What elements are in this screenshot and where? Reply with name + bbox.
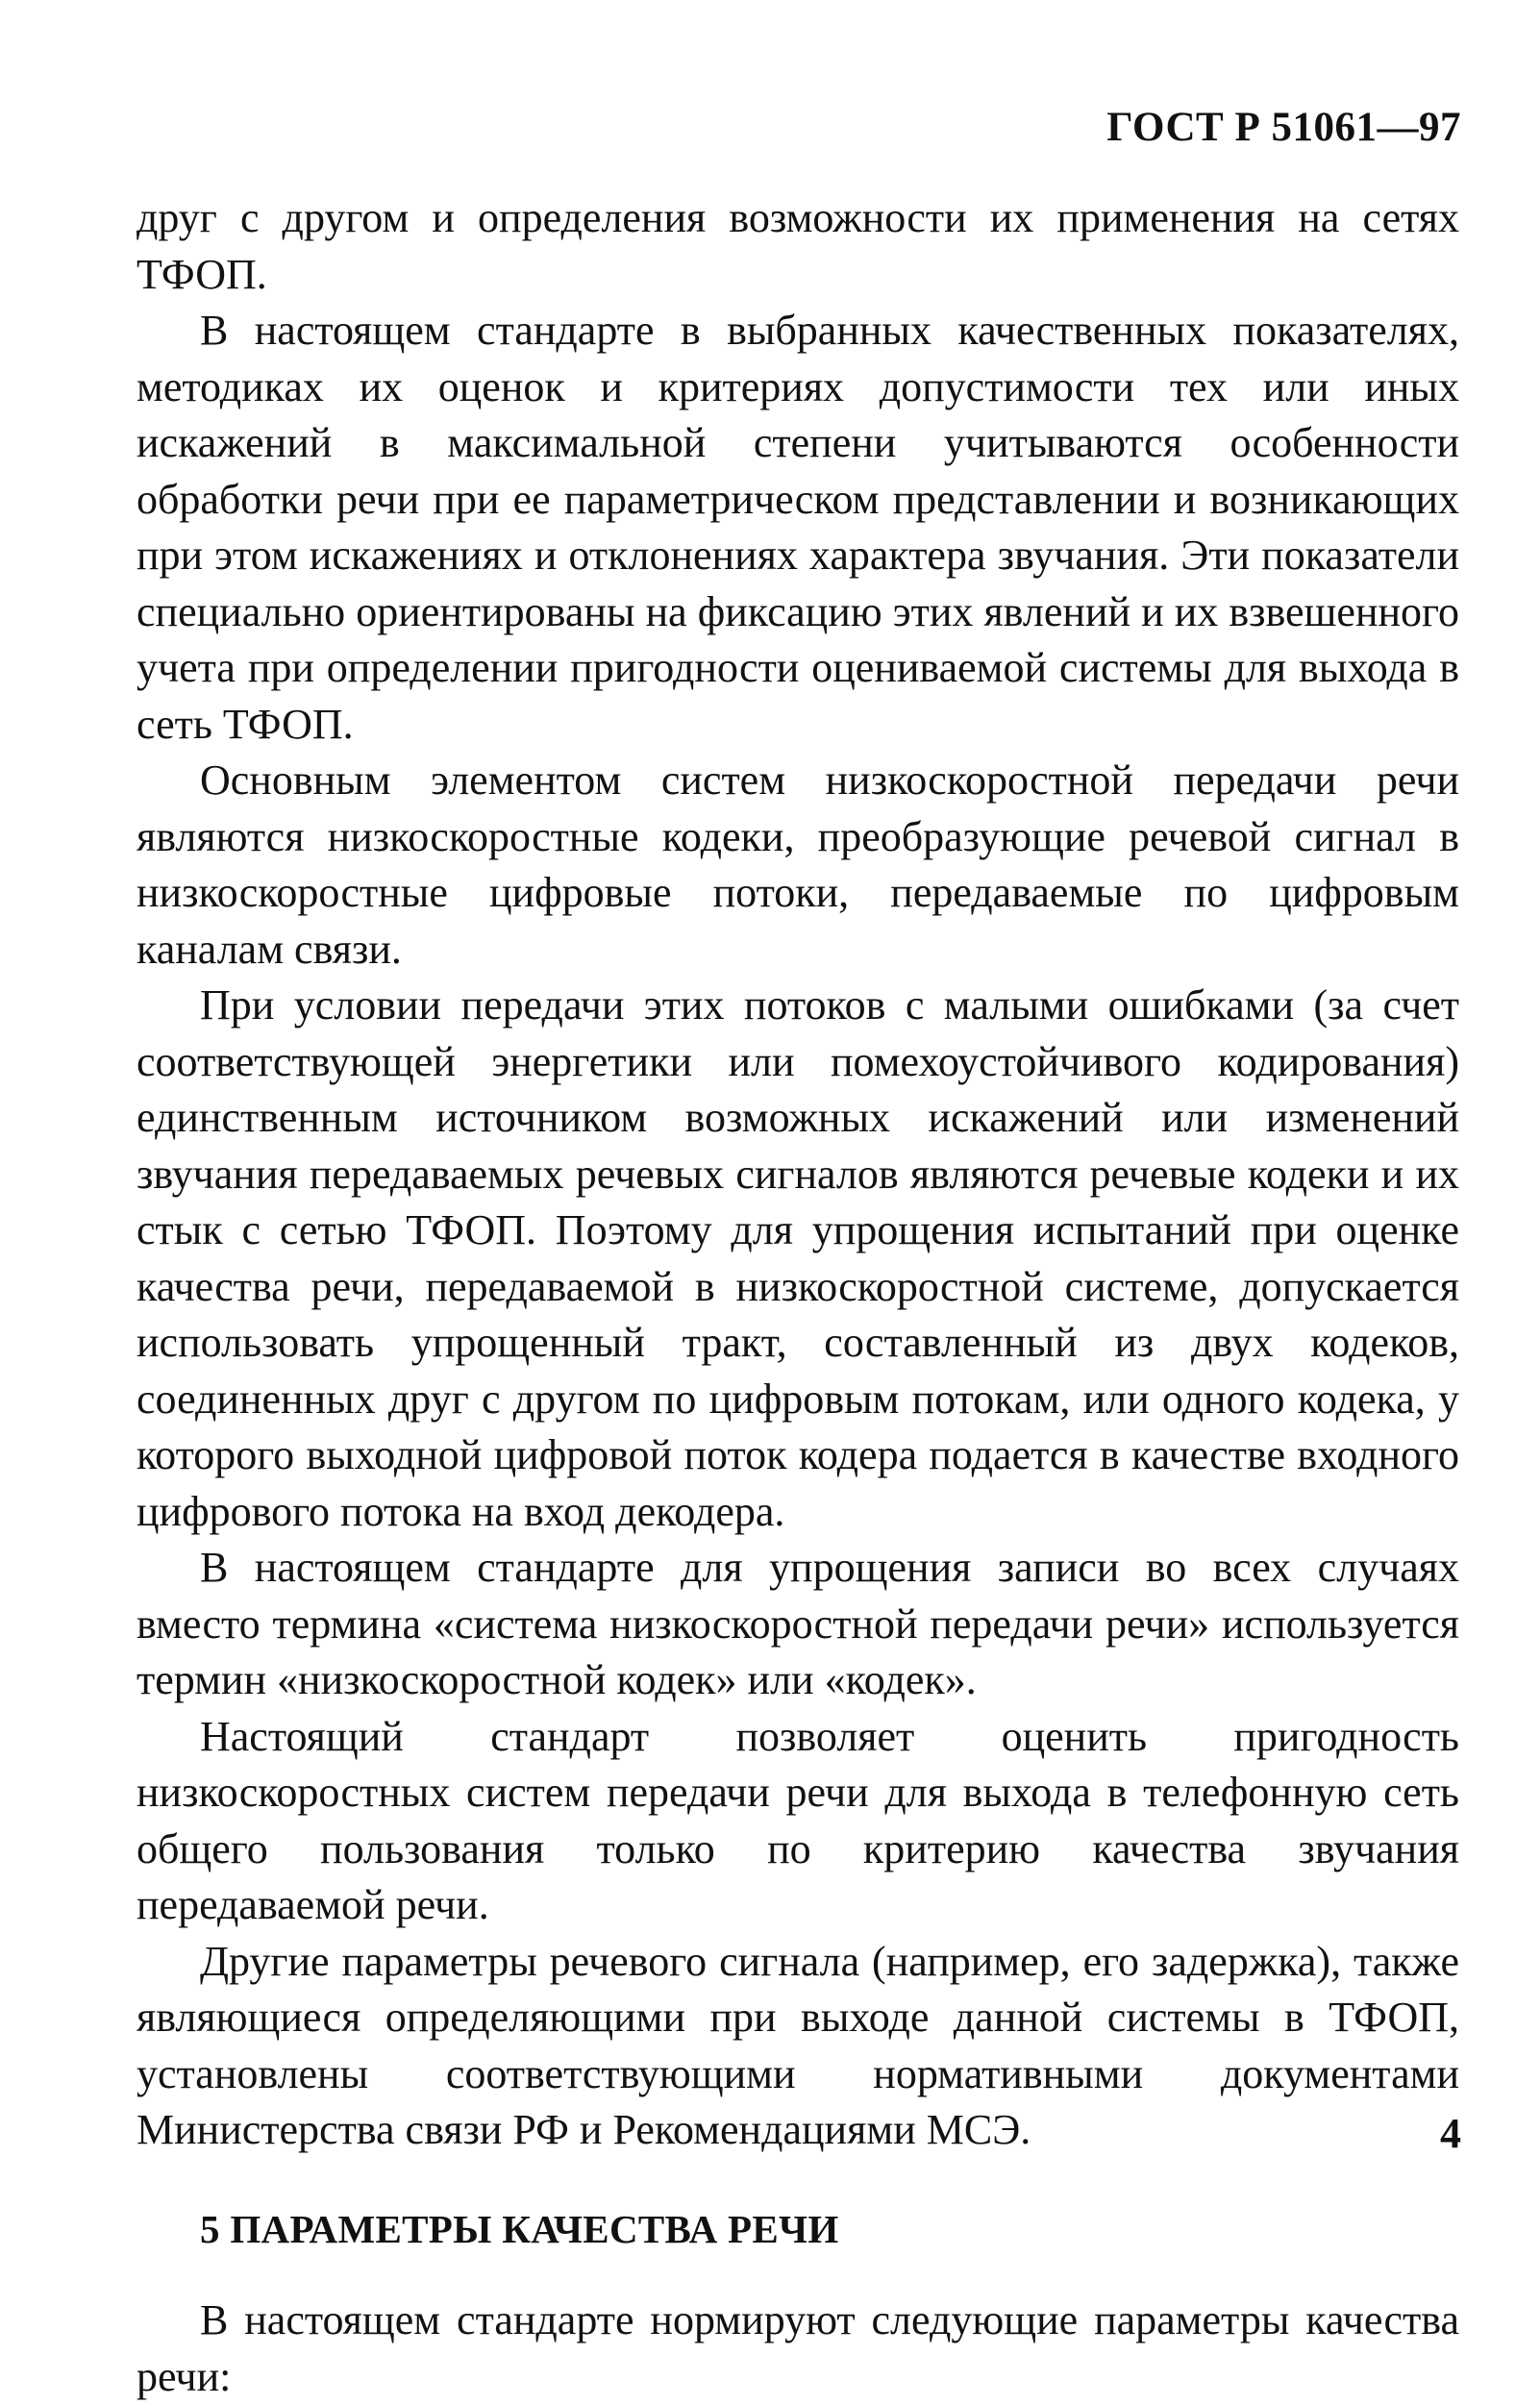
paragraph: Основным элементом систем низкоскоростной передачи речи являются низкоскоростные кодеки, преобразующие речевой сигнал в низкоскоростные цифровые потоки, передаваемые по цифровым каналам связи. [137,756,1459,973]
paragraph: друг с другом и определения возможности их применения на сетях ТФОП. [137,194,1459,298]
section-heading: 5 ПАРАМЕТРЫ КАЧЕСТВА РЕЧИ [200,2206,839,2251]
document-body [137,190,1459,2405]
paragraph: В настоящем стандарте для упрощения записи во всех случаях вместо термина «система низкоскоростной передачи речи» используется термин «низкоскоростной кодек» или «кодек». [137,1544,1459,1703]
paragraph: В настоящем стандарте в выбранных качественных показателях, методиках их оценок и критериях допустимости тех или иных искажений в максимальной степени учитываются особенности обработки речи при ее параметрическом представлении и возникающих при этом искажениях и отклонениях характера звучания. Эти показатели специально ориентированы на фиксацию этих явлений и их взвешенного учета при определении пригодности оцениваемой системы для выхода в сеть ТФОП. [137,307,1459,748]
paragraph: При условии передачи этих потоков с малыми ошибками (за счет соответствующей энергетики или помехоустойчивого кодирования) единственным источником возможных искажений или изменений звучания передаваемых речевых сигналов являются речевые кодеки и их стык с сетью ТФОП. Поэтому для упрощения испытаний при оценке качества речи, передаваемой в низкоскоростной системе, допускается использовать упрощенный тракт, составленный из двух кодеков, соединенных друг с другом по цифровым потокам, или одного кодека, у которого выходной цифровой поток кодера подается в качестве входного цифрового потока на вход декодера. [137,981,1459,1535]
paragraph: Другие параметры речевого сигнала (например, его задержка), также являющиеся определяющими при выходе данной системы в ТФОП, установлены соответствующими нормативными документами Министерства связи РФ и Рекомендациями МСЭ. [137,1937,1459,2153]
paragraph: Настоящий стандарт позволяет оценить пригодность низкоскоростных систем передачи речи для выхода в телефонную сеть общего пользования только по критерию качества звучания передаваемой речи. [137,1712,1459,1928]
section-intro-paragraph: В настоящем стандарте нормируют следующие параметры качества речи: [137,2296,1459,2400]
document-header: ГОСТ Р 51061—97 [1106,105,1461,150]
page-number: 4 [1440,2110,1461,2157]
